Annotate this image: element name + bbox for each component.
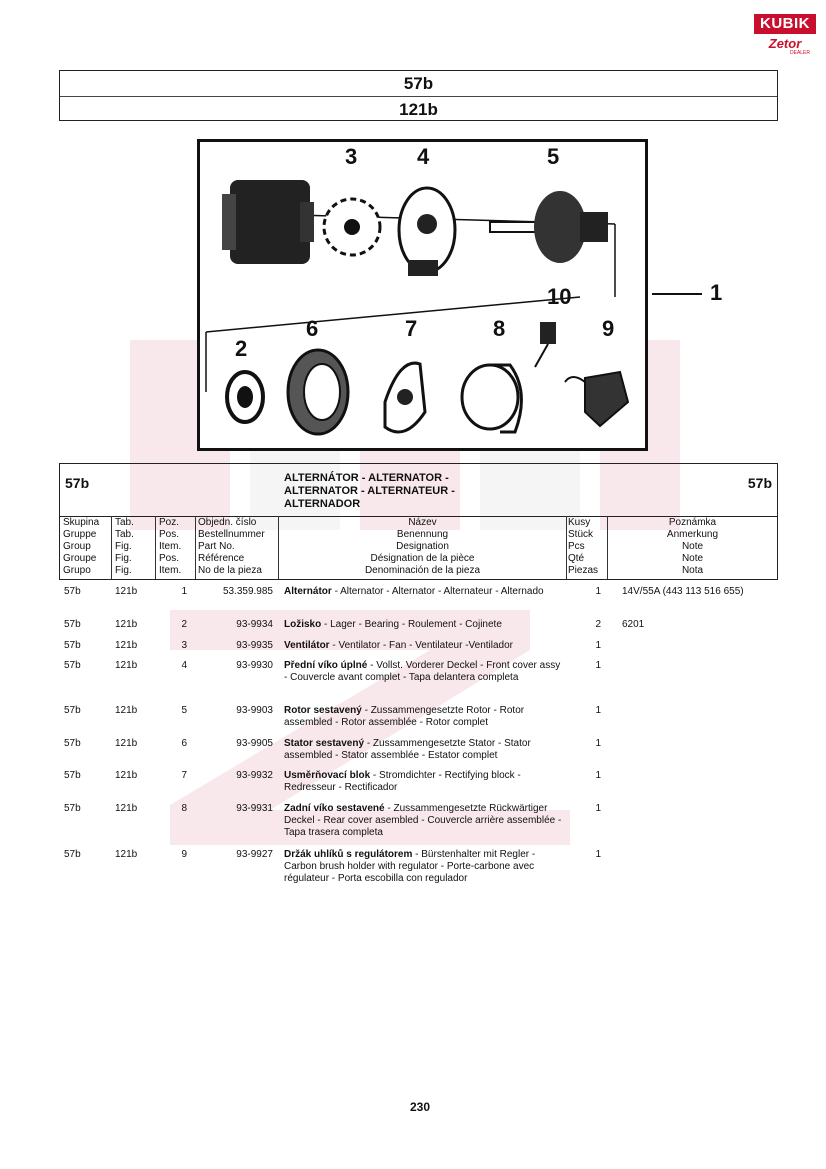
header-text: Groupe bbox=[63, 553, 97, 564]
callout-1: 1 bbox=[710, 280, 723, 305]
header-text: Group bbox=[63, 541, 91, 552]
header-text: Objedn. číslo bbox=[198, 517, 257, 528]
cell-tab: 121b bbox=[115, 660, 138, 671]
cell-qty: 1 bbox=[595, 705, 601, 716]
column-header-pos bbox=[159, 516, 195, 579]
cell-group: 57b bbox=[64, 660, 81, 671]
header-text: Note bbox=[681, 553, 704, 564]
header-text: Nota bbox=[681, 565, 704, 576]
cell-group: 57b bbox=[64, 586, 81, 597]
kubik-zetor-logo bbox=[754, 14, 816, 58]
alternator-assembly-part bbox=[222, 180, 314, 264]
designation-translations: - Zussammengesetzte Rückwärtiger Deckel - Rear cover asembled - Couvercle arrière assemblée - Tapa trasera completa bbox=[284, 803, 562, 838]
cell-group: 57b bbox=[64, 849, 81, 860]
column-divider bbox=[111, 516, 112, 579]
front-cover-part bbox=[399, 188, 455, 276]
header-text: Anmerkung bbox=[666, 529, 719, 540]
cell-part-no: 93-9905 bbox=[236, 738, 273, 749]
callout-7: 7 bbox=[405, 316, 418, 341]
table-group-code-right: 57b bbox=[747, 475, 772, 491]
cell-group: 57b bbox=[64, 705, 81, 716]
logo-sub-text: DEALER bbox=[790, 50, 811, 56]
cell-designation bbox=[284, 849, 566, 885]
designation-cz: Ventilátor bbox=[284, 640, 330, 651]
header-text: Pos. bbox=[159, 553, 180, 564]
header-text: Designation bbox=[396, 541, 449, 552]
cell-tab: 121b bbox=[115, 803, 138, 814]
cell-qty: 1 bbox=[595, 640, 601, 651]
column-divider bbox=[566, 516, 567, 579]
rectifier-part bbox=[385, 363, 425, 432]
cell-designation bbox=[284, 660, 566, 684]
designation-translations: - Bürstenhalter mit Regler - Carbon brush holder with regulator - Porte-carbone avec régulateur - Porta escobilla con regulador bbox=[284, 849, 536, 884]
cell-pos: 5 bbox=[181, 705, 187, 716]
cell-tab: 121b bbox=[115, 619, 138, 630]
fan-part bbox=[324, 199, 380, 255]
header-text: Référence bbox=[198, 553, 245, 564]
column-divider bbox=[155, 516, 156, 579]
exploded-view-figure bbox=[197, 139, 648, 451]
cell-pos: 1 bbox=[181, 586, 187, 597]
cell-tab: 121b bbox=[115, 738, 138, 749]
cell-qty: 1 bbox=[595, 849, 601, 860]
callout-6: 6 bbox=[306, 316, 319, 341]
callout-2: 2 bbox=[235, 336, 248, 361]
cell-group: 57b bbox=[64, 640, 81, 651]
header-text: Skupina bbox=[63, 517, 100, 528]
cell-pos: 4 bbox=[181, 660, 187, 671]
cell-part-no: 93-9930 bbox=[236, 660, 273, 671]
header-text: Pcs bbox=[568, 541, 585, 552]
header-text: Item. bbox=[159, 565, 182, 576]
cell-designation bbox=[284, 705, 566, 729]
column-header-group bbox=[63, 516, 111, 579]
rotor-part bbox=[490, 191, 608, 263]
cell-qty: 1 bbox=[595, 738, 601, 749]
header-text: Fig. bbox=[115, 565, 132, 576]
cell-group: 57b bbox=[64, 738, 81, 749]
page-number: 230 bbox=[409, 1100, 431, 1114]
cell-pos: 6 bbox=[181, 738, 187, 749]
cell-part-no: 93-9903 bbox=[236, 705, 273, 716]
connector-part bbox=[535, 322, 556, 367]
header-text: Fig. bbox=[115, 541, 132, 552]
table-title-line: ALTERNATOR - ALTERNATEUR - bbox=[284, 485, 455, 497]
cell-designation bbox=[284, 770, 566, 794]
column-header-designation bbox=[279, 516, 566, 579]
callout-5: 5 bbox=[547, 144, 560, 169]
cell-pos: 8 bbox=[181, 803, 187, 814]
cell-designation bbox=[284, 586, 566, 598]
cell-note: 6201 bbox=[622, 619, 645, 630]
cell-pos: 3 bbox=[181, 640, 187, 651]
header-figure-code: 121b bbox=[60, 96, 777, 122]
cell-part-no: 93-9932 bbox=[236, 770, 273, 781]
designation-cz: Držák uhlíků s regulátorem bbox=[284, 849, 413, 860]
parts-table-header bbox=[59, 463, 778, 580]
header-text: Note bbox=[681, 541, 704, 552]
cell-tab: 121b bbox=[115, 586, 138, 597]
header-text: No de la pieza bbox=[198, 565, 262, 576]
cell-designation bbox=[284, 803, 566, 839]
header-text: Stück bbox=[568, 529, 594, 540]
stator-part bbox=[288, 350, 348, 434]
header-group-code: 57b bbox=[403, 74, 434, 93]
header-text: Benennung bbox=[396, 529, 449, 540]
header-text: Gruppe bbox=[63, 529, 97, 540]
header-text: Piezas bbox=[568, 565, 599, 576]
cell-part-no: 93-9934 bbox=[236, 619, 273, 630]
designation-translations: - Vollst. Vorderer Deckel - Front cover assy - Couvercle avant complet - Tapa delantera completa bbox=[284, 660, 561, 683]
table-title bbox=[284, 472, 544, 511]
header-text: Item. bbox=[159, 541, 182, 552]
brush-holder-regulator-part bbox=[565, 372, 628, 426]
header-text: Part No. bbox=[198, 541, 235, 552]
alternator-parts-drawing bbox=[200, 142, 645, 448]
designation-translations: - Alternator - Alternator - Alternateur - Alternado bbox=[331, 586, 544, 597]
cell-designation bbox=[284, 738, 566, 762]
cell-note: 14V/55A (443 113 516 655) bbox=[622, 586, 744, 597]
cell-group: 57b bbox=[64, 619, 81, 630]
table-title-line: ALTERNADOR bbox=[284, 498, 361, 510]
designation-translations: - Stromdichter - Rectifying block - Redresseur - Rectificador bbox=[284, 770, 521, 793]
page-header bbox=[59, 70, 778, 121]
logo-bottom-text: Zetor bbox=[768, 36, 802, 51]
column-header-qty bbox=[568, 516, 608, 579]
header-text: Kusy bbox=[568, 517, 591, 528]
designation-cz: Alternátor bbox=[284, 586, 332, 597]
cell-part-no: 53.359.985 bbox=[222, 586, 273, 597]
header-text: Pos. bbox=[159, 529, 180, 540]
callout-8: 8 bbox=[493, 316, 506, 341]
rear-cover-part bbox=[462, 365, 521, 432]
designation-translations: - Zussammengesetzte Rotor - Rotor assembled - Rotor assemblée - Rotor complet bbox=[284, 705, 525, 728]
designation-translations: - Lager - Bearing - Roulement - Cojinete bbox=[321, 619, 502, 630]
column-header-tab bbox=[115, 516, 155, 579]
header-text: Tab. bbox=[115, 517, 134, 528]
designation-cz: Usměrňovací blok bbox=[284, 770, 371, 781]
header-text: Denominación de la pieza bbox=[364, 565, 481, 576]
designation-translations: - Zussammengesetzte Stator - Stator assembled - Stator assemblée - Estator complet bbox=[284, 738, 531, 761]
table-title-line: ALTERNÁTOR - ALTERNATOR - bbox=[284, 472, 449, 484]
callout-3: 3 bbox=[345, 144, 358, 169]
header-text: Désignation de la pièce bbox=[370, 553, 475, 564]
logo-top-text: KUBIK bbox=[754, 14, 816, 34]
cell-qty: 1 bbox=[595, 660, 601, 671]
cell-pos: 7 bbox=[181, 770, 187, 781]
cell-qty: 2 bbox=[595, 619, 601, 630]
designation-cz: Rotor sestavený bbox=[284, 705, 362, 716]
cell-part-no: 93-9931 bbox=[236, 803, 273, 814]
cell-part-no: 93-9927 bbox=[236, 849, 273, 860]
cell-designation bbox=[284, 640, 566, 652]
designation-translations: - Ventilator - Fan - Ventilateur -Ventilador bbox=[329, 640, 514, 651]
table-title-row bbox=[60, 464, 777, 517]
cell-tab: 121b bbox=[115, 770, 138, 781]
callout-1-leader bbox=[652, 293, 702, 295]
cell-group: 57b bbox=[64, 770, 81, 781]
designation-cz: Stator sestavený bbox=[284, 738, 365, 749]
header-text: Qté bbox=[568, 553, 585, 564]
cell-qty: 1 bbox=[595, 803, 601, 814]
cell-part-no: 93-9935 bbox=[236, 640, 273, 651]
callout-10: 10 bbox=[547, 284, 572, 309]
header-text: Grupo bbox=[63, 565, 91, 576]
column-header-part-no bbox=[198, 516, 278, 579]
table-group-code: 57b bbox=[65, 475, 90, 491]
cell-tab: 121b bbox=[115, 705, 138, 716]
header-text: Poz. bbox=[159, 517, 180, 528]
column-divider bbox=[195, 516, 196, 579]
header-text: Bestellnummer bbox=[198, 529, 265, 540]
header-text: Poznámka bbox=[668, 517, 717, 528]
column-header-note bbox=[608, 516, 777, 579]
cell-tab: 121b bbox=[115, 849, 138, 860]
cell-tab: 121b bbox=[115, 640, 138, 651]
designation-cz: Přední víko úplné bbox=[284, 660, 368, 671]
cell-designation bbox=[284, 619, 566, 631]
designation-cz: Ložisko bbox=[284, 619, 322, 630]
cell-pos: 9 bbox=[181, 849, 187, 860]
designation-cz: Zadní víko sestavené bbox=[284, 803, 385, 814]
cell-group: 57b bbox=[64, 803, 81, 814]
cell-qty: 1 bbox=[595, 586, 601, 597]
callout-4: 4 bbox=[417, 144, 430, 169]
header-text: Tab. bbox=[115, 529, 134, 540]
bearing-part bbox=[227, 372, 263, 422]
callout-9: 9 bbox=[602, 316, 615, 341]
header-text: Název bbox=[408, 517, 437, 528]
cell-pos: 2 bbox=[181, 619, 187, 630]
header-text: Fig. bbox=[115, 553, 132, 564]
cell-qty: 1 bbox=[595, 770, 601, 781]
